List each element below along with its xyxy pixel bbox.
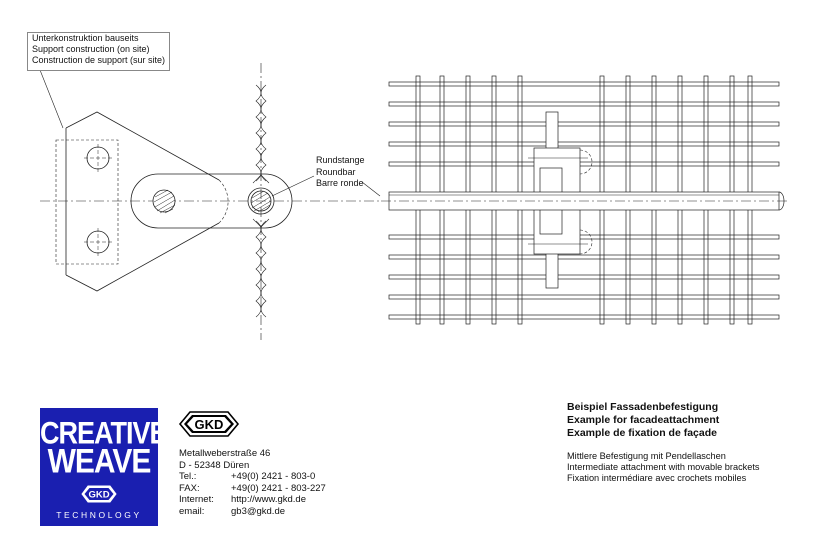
roundbar-label-fr: Barre ronde	[316, 178, 364, 188]
subtitle-fr: Fixation intermédiare avec crochets mobiles	[567, 473, 747, 483]
callout-line-en: Support construction (on site)	[32, 44, 150, 54]
logo-line1: CREATIVE	[40, 415, 167, 451]
contact-row	[179, 494, 306, 506]
contact-label: email:	[179, 505, 205, 517]
title-de: Beispiel Fassadenbefestigung	[567, 401, 719, 413]
title-fr: Example de fixation de façade	[567, 427, 717, 439]
gkd-diamond-icon	[80, 483, 118, 505]
creative-weave-logo	[40, 408, 167, 526]
logo-line2: WEAVE	[47, 442, 151, 481]
support-construction-callout	[27, 32, 170, 71]
subtitle-en: Intermediate attachment with movable brackets	[567, 462, 760, 472]
callout-line-fr: Construction de support (sur site)	[32, 55, 166, 65]
roundbar-label	[316, 155, 365, 190]
contact-label: Internet:	[179, 494, 214, 505]
roundbar-label-en: Roundbar	[316, 166, 356, 177]
svg-text:GKD: GKD	[88, 489, 110, 501]
website-link[interactable]: http://www.gkd.de	[231, 494, 306, 505]
contact-value: +49(0) 2421 - 803-0	[231, 471, 316, 482]
roundbar-leader	[272, 176, 314, 196]
roundbar-leader-left	[362, 182, 380, 196]
gkd-logo-icon	[178, 409, 240, 439]
contact-label: Tel.:	[179, 471, 197, 482]
contact-row	[179, 505, 286, 518]
address-city: D - 52348 Düren	[179, 459, 250, 471]
bolt-bottom	[84, 228, 112, 256]
contact-row	[179, 471, 316, 483]
address-street: Metallweberstraße 46	[179, 448, 271, 459]
contact-label: FAX:	[179, 482, 200, 494]
title-en: Example for facadeattachment	[567, 414, 720, 426]
company-address	[179, 448, 326, 517]
callout-line-de: Unterkonstruktion bauseits	[32, 33, 139, 43]
logo-tagline: TECHNOLOGY	[56, 510, 142, 520]
contact-row	[179, 482, 326, 495]
email-link[interactable]: gb3@gkd.de	[231, 505, 286, 517]
svg-text:GKD: GKD	[194, 417, 224, 432]
title-block	[567, 401, 760, 484]
subtitle-de: Mittlere Befestigung mit Pendellaschen	[567, 451, 726, 461]
bolt-top	[84, 144, 112, 172]
contact-value: +49(0) 2421 - 803-227	[231, 482, 326, 494]
roundbar-label-de: Rundstange	[316, 155, 365, 165]
mesh-front-view	[389, 76, 784, 324]
